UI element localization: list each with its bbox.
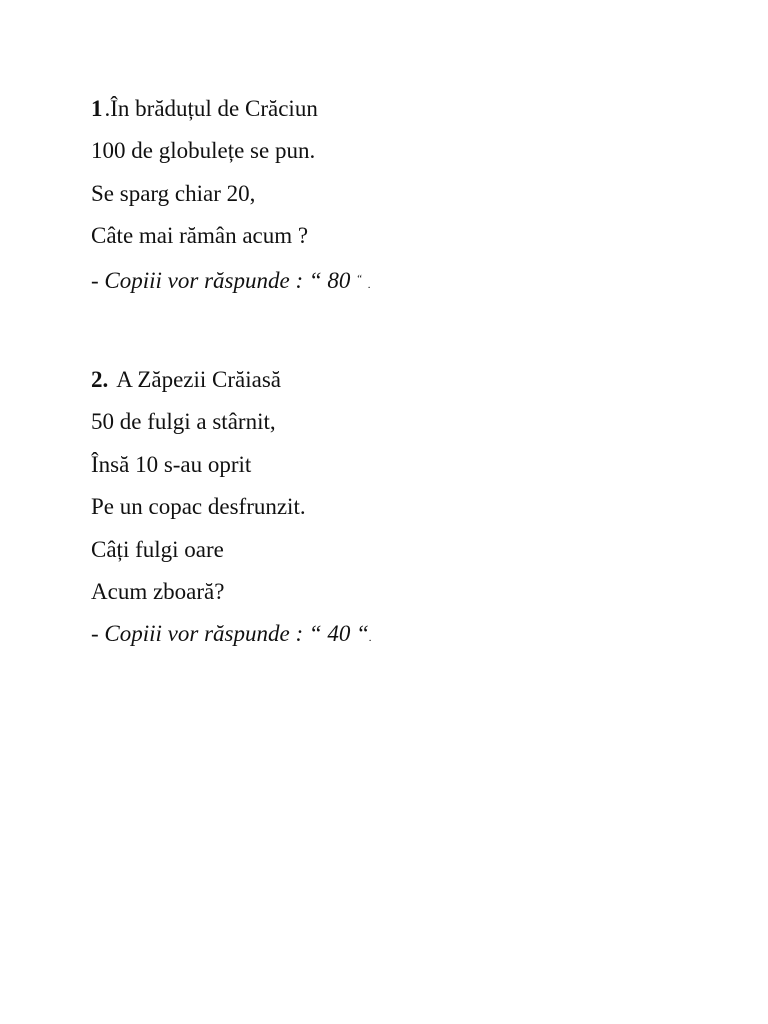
riddle-2-answer-text: - Copiii vor răspunde : “ 40 “	[91, 621, 369, 647]
riddle-2-title	[91, 359, 372, 401]
riddle-2-first-line: A Zăpezii Crăiasă	[116, 367, 282, 392]
riddle-1-title	[91, 88, 371, 130]
riddle-1-first-line: .În brăduțul de Crăciun	[104, 96, 318, 121]
riddle-1-answer	[91, 258, 371, 300]
riddle-1-line: Câte mai rămân acum ?	[91, 223, 309, 249]
riddle-1-number: 1	[91, 96, 103, 121]
riddle-2-line: 50 de fulgi a stârnit,	[91, 409, 276, 435]
riddle-2-line: Pe un copac desfrunzit.	[91, 494, 306, 520]
riddle-1-answer-close-quote: “	[356, 272, 363, 285]
riddle-1-answer-text: - Copiii vor răspunde : “ 80	[91, 267, 351, 293]
riddle-2-line: Însă 10 s-au oprit	[91, 451, 252, 477]
riddle-1-line: 100 de globulețe se pun.	[91, 138, 316, 164]
riddle-1-line: Se sparg chiar 20,	[91, 180, 256, 206]
riddle-2-answer-period: .	[368, 632, 372, 645]
riddle-2	[91, 359, 372, 656]
riddle-2-line: Acum zboară?	[91, 578, 225, 604]
riddle-2-answer	[91, 613, 372, 655]
riddle-1	[91, 88, 371, 300]
riddle-1-answer-period: .	[368, 278, 371, 291]
riddle-2-number: 2.	[91, 367, 109, 392]
riddle-2-line: Câți fulgi oare	[91, 536, 224, 562]
